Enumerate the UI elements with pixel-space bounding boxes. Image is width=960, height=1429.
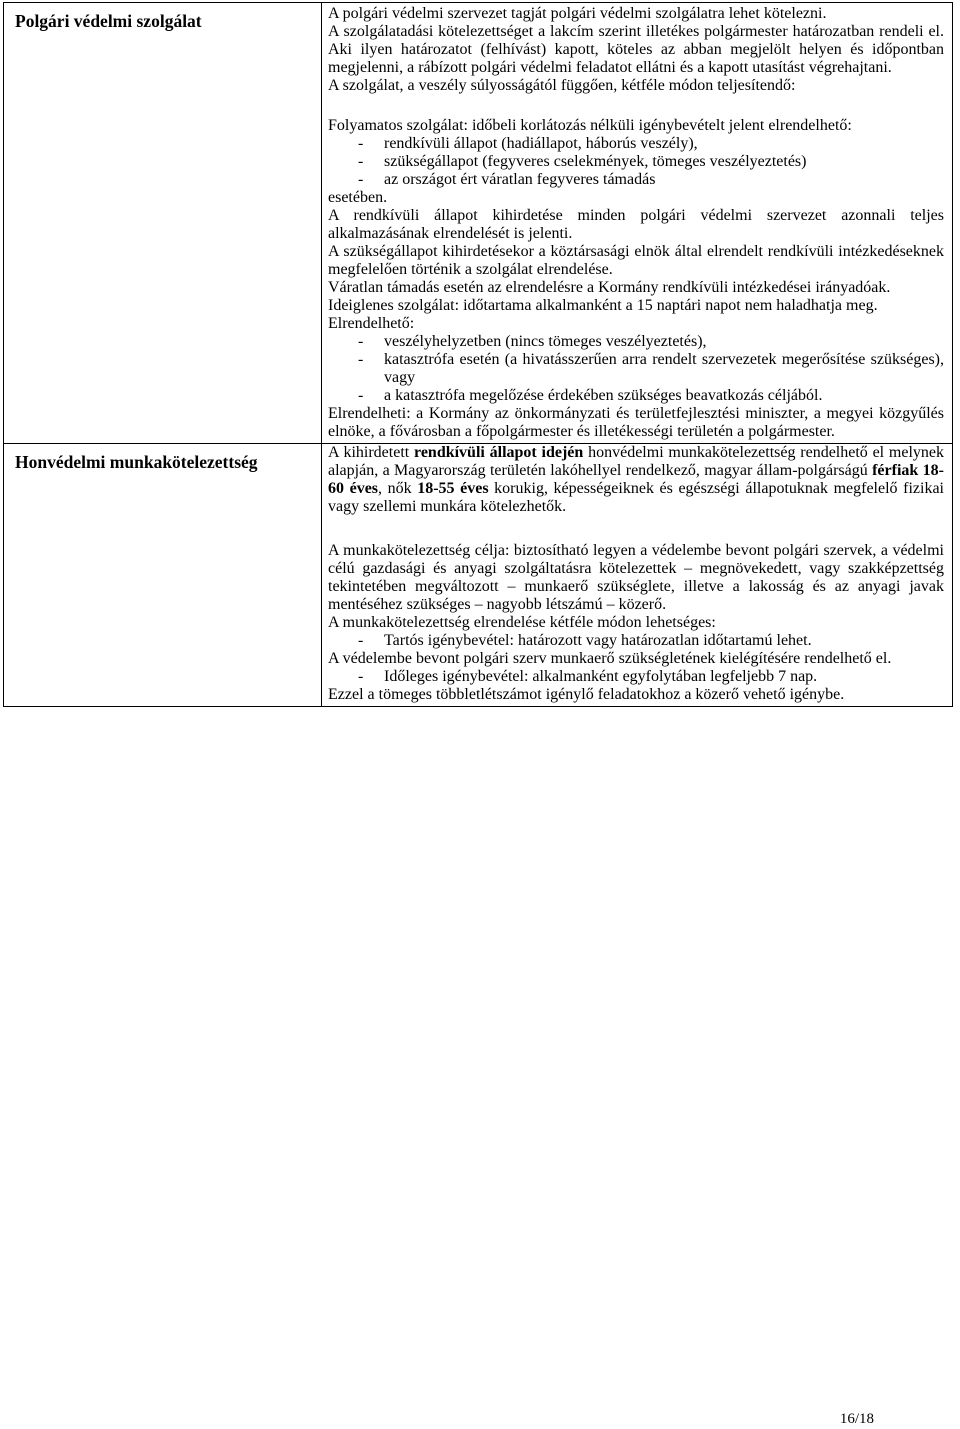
paragraph [328, 444, 944, 516]
paragraph: Ideiglenes szolgálat: időtartama alkalmanként a 15 naptári napot nem haladhatja meg. [328, 297, 878, 314]
list-item-text: Tartós igénybevétel: határozott vagy határozatlan időtartamú lehet. [384, 632, 812, 649]
text-run: korukig, képességeiknek és egészségi állapotuknak megfelelő fizikai vagy szellemi munkára kötelezhetők. [328, 480, 945, 515]
dash-mark: - [358, 153, 364, 170]
list-item-text: az országot ért váratlan fegyveres támadás [384, 171, 656, 188]
list-item [328, 171, 944, 189]
paragraph: A szolgálat, a veszély súlyosságától függően, kétféle módon teljesítendő: [328, 77, 796, 94]
paragraph: Elrendelheti: a Kormány az önkormányzati és területfejlesztési miniszter, a megyei közgyűlés elnöke, a fővárosban a főpolgármester és illetékességi területén a polgármester. [328, 405, 944, 440]
row-label-cell [4, 3, 322, 444]
paragraph: A munkakötelezettség elrendelése kétféle módon lehetséges: [328, 614, 716, 631]
list-item [328, 135, 944, 153]
dash-mark: - [358, 351, 364, 368]
bold-text: 18-55 éves [417, 480, 489, 497]
temporary-list [328, 333, 944, 405]
paragraph: A rendkívüli állapot kihirdetése minden polgári védelmi szervezet azonnali teljes alkalmazásának elrendelését is jelenti. [328, 207, 944, 242]
table-row [4, 3, 953, 444]
paragraph: A védelembe bevont polgári szerv munkaerő szükségletének kielégítésére rendelhető el. [328, 650, 892, 667]
paragraph: A polgári védelmi szervezet tagját polgári védelmi szolgálatra lehet kötelezni. [328, 5, 827, 22]
list-item-text: rendkívüli állapot (hadiállapot, háborús veszély), [384, 135, 698, 152]
dash-mark: - [358, 632, 364, 649]
list-item-text: Időleges igénybevétel: alkalmanként egyfolytában legfeljebb 7 nap. [384, 668, 818, 685]
list-item [328, 333, 944, 351]
list-item [328, 632, 944, 650]
bold-text: férfiak 18-60 éves [328, 462, 944, 497]
paragraph: Ezzel a tömeges többletlétszámot igénylő feladatokhoz a közerő vehető igénybe. [328, 686, 845, 703]
temporary-use-list [328, 668, 944, 686]
dash-mark: - [358, 333, 364, 350]
dash-mark: - [358, 668, 364, 685]
list-item-text: veszélyhelyzetben (nincs tömeges veszélyeztetés), [384, 333, 707, 350]
paragraph: esetében. [328, 189, 388, 206]
row-content-cell [322, 444, 953, 707]
text-run: A kihirdetett [328, 444, 414, 461]
dash-mark: - [358, 135, 364, 152]
content-table [3, 2, 953, 707]
table-row [4, 444, 953, 707]
list-item [328, 351, 944, 387]
continuous-list [328, 135, 944, 189]
row-label-cell [4, 444, 322, 707]
paragraph: Elrendelhető: [328, 315, 415, 332]
paragraph: Folyamatos szolgálat: időbeli korlátozás nélküli igénybevételt jelent elrendelhető: [328, 117, 852, 134]
row-label: Honvédelmi munkakötelezettség [15, 452, 258, 472]
paragraph: Váratlan támadás esetén az elrendelésre a Kormány rendkívüli intézkedései irányadóak. [328, 279, 891, 296]
text-run: , nők [378, 480, 418, 497]
list-item-text: a katasztrófa megelőzése érdekében szükséges beavatkozás céljából. [384, 387, 823, 404]
paragraph: A szükségállapot kihirdetésekor a köztársasági elnök által elrendelt rendkívüli intézkedéseknek megfelelően történik a szolgálat elrendelése. [328, 243, 944, 278]
row-content-cell [322, 3, 953, 444]
list-item [328, 668, 944, 686]
page-number: 16/18 [839, 1411, 874, 1427]
list-item-text: szükségállapot (fegyveres cselekmények, tömeges veszélyeztetés) [384, 153, 807, 170]
list-item [328, 153, 944, 171]
row-label: Polgári védelmi szolgálat [15, 11, 202, 31]
list-item-text: katasztrófa esetén (a hivatásszerűen arra rendelt szervezetek megerősítése szükséges), vagy [384, 351, 944, 386]
dash-mark: - [358, 387, 364, 404]
dash-mark: - [358, 171, 364, 188]
permanent-list [328, 632, 944, 650]
text-run: honvédelmi munkakötelezettség rendelhető el melynek alapján, a Magyarország területén lakóhellyel rendelkező, magyar állam-polgárságú [328, 444, 945, 479]
paragraph: A szolgálatadási kötelezettséget a lakcím szerint illetékes polgármester határozatban rendeli el. Aki ilyen határozatot (felhívást) kapott, köteles az abban megjelölt helyen és időpontban megjelenni, a rábízott polgári védelmi feladatot ellátni és a kapott utasítást végrehajtani. [328, 23, 944, 76]
bold-text: rendkívüli állapot idején [414, 444, 584, 461]
list-item [328, 387, 944, 405]
paragraph: A munkakötelezettség célja: biztosítható legyen a védelembe bevont polgári szervek, a védelmi célú gazdasági és anyagi szolgáltatásra kötelezettek – megnövekedett, vagy szakképzettség tekintetében megváltozott – munkaerő szükséglete, illetve a lakosság és az anyagi javak mentéséhez szükséges – nagyobb létszámú – közerő. [328, 542, 944, 613]
